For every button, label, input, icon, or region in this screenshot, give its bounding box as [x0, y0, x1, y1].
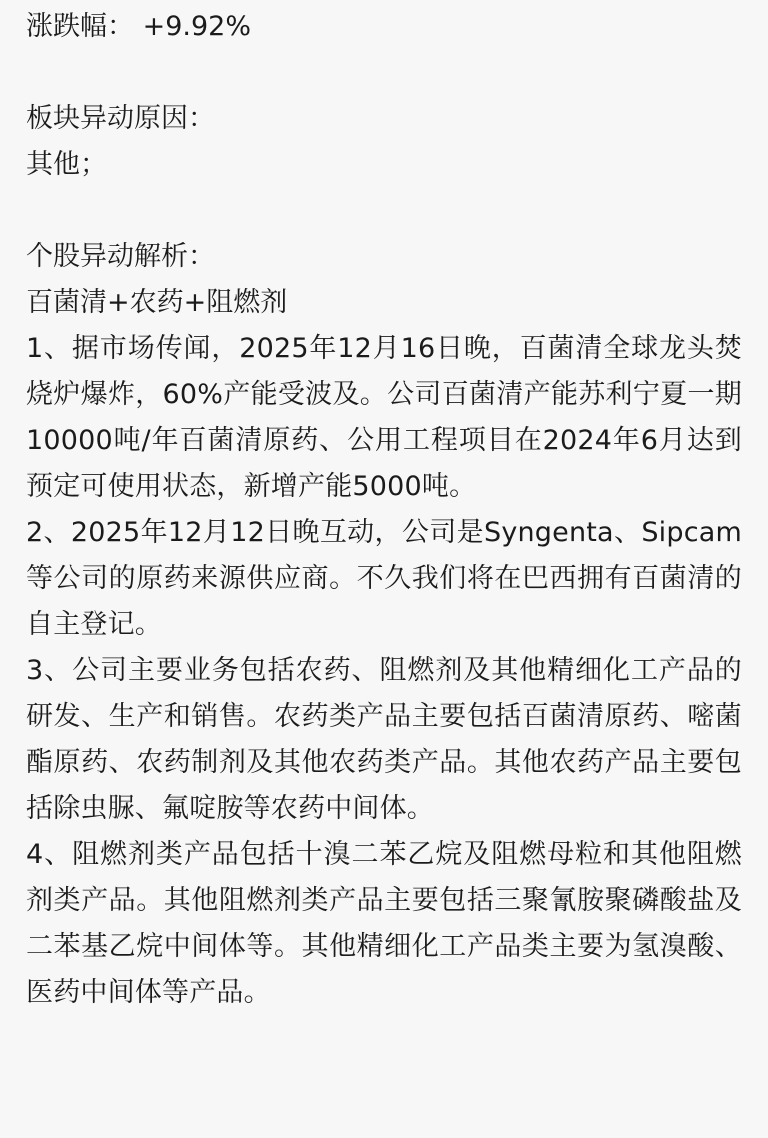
analysis-item-2: 2、2025年12月12日晚互动，公司是Syngenta、Sipcam等公司的原药来源供应商。不久我们将在巴西拥有百菌清的自主登记。: [26, 517, 742, 640]
spacer: [26, 50, 742, 96]
sector-heading: 板块异动原因：: [26, 103, 215, 134]
stock-heading: 个股异动解析：: [26, 241, 215, 272]
spacer: [26, 188, 742, 234]
analysis-item-3: 3、公司主要业务包括农药、阻燃剂及其他精细化工产品的研发、生产和销售。农药类产品主要包括百菌清原药、嘧菌酯原药、农药制剂及其他农药类产品。其他农药产品主要包括除虫脲、氟啶胺等农药中间体。: [26, 655, 742, 824]
change-value: +9.92%: [142, 11, 251, 42]
sector-reason: 其他；: [26, 149, 107, 180]
analysis-item-4: 4、阻燃剂类产品包括十溴二苯乙烷及阻燃母粒和其他阻燃剂类产品。其他阻燃剂类产品主要包括三聚氰胺聚磷酸盐及二苯基乙烷中间体等。其他精细化工产品类主要为氢溴酸、医药中间体等产品。: [26, 839, 742, 1008]
stock-concepts: 百菌清+农药+阻燃剂: [26, 287, 288, 318]
analysis-item-1: 1、据市场传闻，2025年12月16日晚，百菌清全球龙头焚烧炉爆炸，60%产能受波及。公司百菌清产能苏利宁夏一期10000吨/年百菌清原药、公用工程项目在2024年6月达到预定可使用状态，新增产能5000吨。: [26, 333, 742, 502]
change-line: [26, 4, 742, 50]
change-label: 涨跌幅：: [26, 11, 134, 42]
